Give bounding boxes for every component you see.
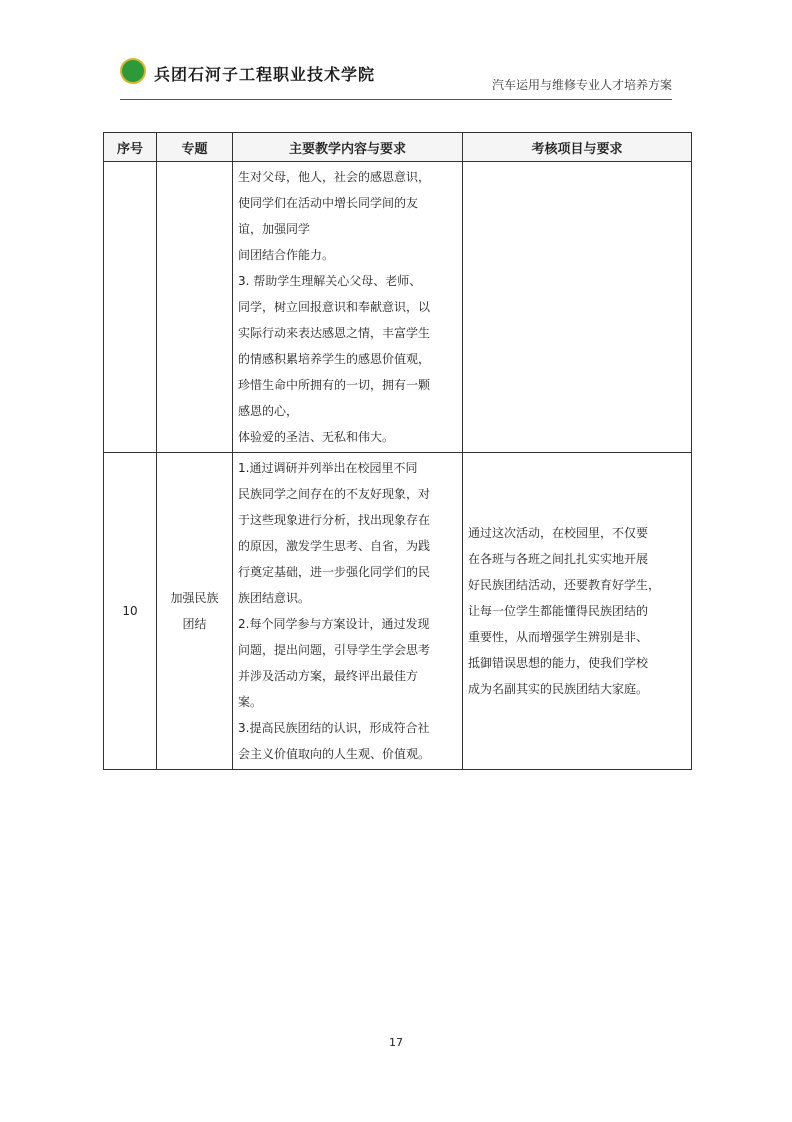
content-line: 案。: [238, 695, 263, 709]
school-logo-icon: [120, 58, 146, 84]
content-line: 谊，加强同学: [238, 222, 311, 236]
row-topic-cell: [157, 162, 233, 453]
header-divider: [120, 99, 672, 100]
content-line: 1.通过调研并列举出在校园里不同: [238, 461, 418, 475]
content-line: 行奠定基础，进一步强化同学们的民: [238, 565, 431, 579]
curriculum-table: [103, 132, 692, 770]
assessment-line: 在各班与各班之间扎扎实实地开展: [468, 552, 649, 566]
content-line: 同学，树立回报意识和奉献意识，以: [238, 300, 431, 314]
content-line: 民族同学之间存在的不友好现象，对: [238, 487, 431, 501]
row-assessment-cell: [463, 162, 692, 453]
content-line: 使同学们在活动中增长同学间的友: [238, 196, 419, 210]
content-line: 间团结合作能力。: [238, 248, 335, 262]
content-line: 的情感积累培养学生的感恩价值观，: [238, 352, 431, 366]
assessment-line: 成为名副其实的民族团结大家庭。: [468, 682, 649, 696]
header-content: 主要教学内容与要求: [233, 133, 463, 162]
assessment-line: 让每一位学生都能懂得民族团结的: [468, 604, 649, 618]
header-assessment: 考核项目与要求: [463, 133, 692, 162]
page-number: 17: [389, 1036, 403, 1049]
table-header-row: [104, 133, 692, 162]
row-topic-cell: [157, 453, 233, 770]
row-number-cell: 10: [104, 453, 157, 770]
row-content-cell: [233, 162, 463, 453]
content-line: 的原因，激发学生思考、自省，为践: [238, 539, 431, 553]
content-line: 感恩的心，: [238, 404, 299, 418]
assessment-line: 好民族团结活动，还要教育好学生，: [468, 578, 661, 592]
topic-line: 加强民族: [170, 591, 219, 605]
assessment-line: 抵御错误思想的能力，使我们学校: [468, 656, 649, 670]
content-line: 会主义价值取向的人生观、价值观。: [238, 747, 431, 761]
assessment-line: 通过这次活动，在校园里，不仅要: [468, 526, 649, 540]
assessment-line: 重要性，从而增强学生辨别是非、: [468, 630, 649, 644]
content-line: 实际行动来表达感恩之情，丰富学生: [238, 326, 431, 340]
content-line: 于这些现象进行分析，找出现象存在: [238, 513, 431, 527]
content-line: 珍惜生命中所拥有的一切，拥有一颗: [238, 378, 431, 392]
content-line: 2.每个同学参与方案设计，通过发现: [238, 617, 430, 631]
table-row: [104, 162, 692, 453]
content-line: 并涉及活动方案，最终评出最佳方: [238, 669, 419, 683]
row-assessment-cell: [463, 453, 692, 770]
content-line: 族团结意识。: [238, 591, 311, 605]
content-line: 3.提高民族团结的认识，形成符合社: [238, 721, 430, 735]
document-title: 汽车运用与维修专业人才培养方案: [491, 78, 672, 92]
header-topic: 专题: [157, 133, 233, 162]
topic-line: 团结: [182, 617, 207, 631]
page-header: [120, 56, 672, 100]
content-line: 生对父母，他人，社会的感恩意识，: [238, 170, 431, 184]
table-row: [104, 453, 692, 770]
content-line: 问题，提出问题，引导学生学会思考: [238, 643, 431, 657]
school-name: 兵团石河子工程职业技术学院: [154, 65, 376, 84]
content-line: 体验爱的圣洁、无私和伟大。: [238, 430, 395, 444]
row-number-cell: [104, 162, 157, 453]
content-line: 3. 帮助学生理解关心父母、老师、: [238, 274, 422, 288]
row-content-cell: [233, 453, 463, 770]
header-number: 序号: [104, 133, 157, 162]
